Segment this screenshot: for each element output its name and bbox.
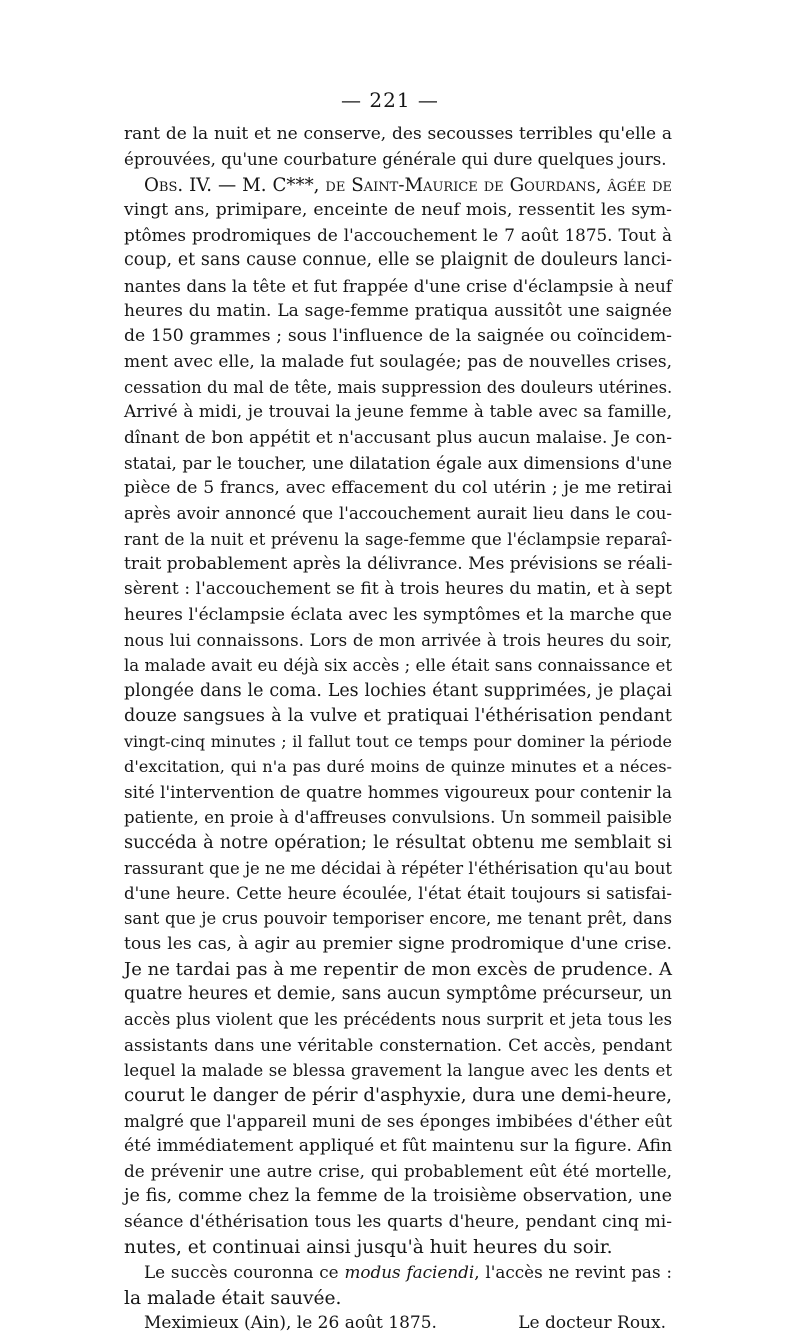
text-line: séance d'éthérisation tous les quarts d'heure, pendant cinq mi- — [124, 1211, 672, 1232]
text-line: pièce de 5 francs, avec effacement du col utérin ; je me retirai — [124, 478, 672, 499]
signature-line — [124, 1311, 672, 1336]
text-line: la malade était sauvée. — [124, 1287, 342, 1309]
place-date: Meximieux (Ain), le 26 août 1875. — [144, 1312, 437, 1333]
text-line: d'excitation, qui n'a pas duré moins de quinze minutes et a néces- — [124, 757, 672, 777]
text-line: sité l'intervention de quatre hommes vigoureux pour contenir la — [124, 781, 672, 802]
author-signature: Le docteur Roux. — [518, 1312, 666, 1333]
text-line: éprouvées, qu'une courbature générale qui dure quelques jours. — [124, 150, 667, 170]
text-line: succéda à notre opération; le résultat obtenu me semblait si — [124, 832, 672, 854]
text-line: trait probablement après la délivrance. Mes prévisions se réali- — [124, 554, 673, 575]
text-line: lequel la malade se blessa gravement la langue avec les dents et — [124, 1060, 672, 1080]
text-line: de 150 grammes ; sous l'influence de la saignée ou coïncidem- — [124, 326, 672, 347]
text-line: heures du matin. La sage-femme pratiqua aussitôt une saignée — [124, 301, 672, 322]
observation-heading-line — [124, 173, 672, 198]
text-line: ment avec elle, la malade fut soulagée; pas de nouvelles crises, — [124, 351, 672, 372]
text-line: courut le danger de périr d'asphyxie, dura une demi-heure, — [124, 1085, 672, 1107]
text-line: statai, par le toucher, une dilatation égale aux dimensions d'une — [124, 452, 672, 473]
text-line: nous lui connaissons. Lors de mon arrivée à trois heures du soir, — [124, 630, 672, 650]
text-line: nantes dans la tête et fut frappée d'une crise d'éclampsie à neuf — [124, 275, 672, 296]
text-line: été immédiatement appliqué et fût maintenu sur la figure. Afin — [124, 1135, 673, 1156]
text-line: heures l'éclampsie éclata avec les symptômes et la marche que — [124, 604, 672, 625]
page-number: — 221 — — [341, 88, 439, 112]
text-fragment: , l'accès ne revint pas : — [474, 1262, 673, 1283]
text-line: nutes, et continuai ainsi jusqu'à huit heures du soir. — [124, 1237, 613, 1259]
text-line: vingt-cinq minutes ; il fallut tout ce temps pour dominer la période — [124, 732, 672, 752]
text-line: plongée dans le coma. Les lochies étant supprimées, je plaçai — [124, 680, 672, 701]
text-line: patiente, en proie à d'affreuses convulsions. Un sommeil paisible — [124, 808, 672, 828]
text-line: douze sangsues à la vulve et pratiquai l'éthérisation pendant — [124, 705, 672, 726]
text-line: cessation du mal de tête, mais suppression des douleurs utérines. — [124, 377, 673, 397]
text-fragment: Le succès couronna ce — [144, 1262, 339, 1283]
text-line: Obs. IV. — M. C***, de Saint-Maurice de Gourdans, âgée de — [144, 174, 672, 196]
text-line: ptômes prodromiques de l'accouchement le 7 août 1875. Tout à — [124, 225, 672, 246]
text-line: de prévenir une autre crise, qui probablement eût été mortelle, — [124, 1161, 672, 1182]
text-line: rassurant que je ne me décidai à répéter l'éthérisation qu'au bout — [124, 858, 672, 878]
text-line: après avoir annoncé que l'accouchement aurait lieu dans le cou- — [124, 504, 672, 524]
text-line: la malade avait eu déjà six accès ; elle était sans connaissance et — [124, 656, 672, 676]
text-line: d'une heure. Cette heure écoulée, l'état était toujours si satisfai- — [124, 883, 672, 903]
text-line: vingt ans, primipare, enceinte de neuf mois, ressentit les sym- — [124, 199, 672, 220]
text-line: tous les cas, à agir au premier signe prodromique d'une crise. — [124, 933, 672, 954]
text-line: rant de la nuit et ne conserve, des secousses terribles qu'elle a — [124, 124, 672, 144]
text-line: accès plus violent que les précédents nous surprit et jeta tous les — [124, 1010, 672, 1030]
text-line: dînant de bon appétit et n'accusant plus aucun malaise. Je con- — [124, 427, 672, 448]
text-line: quatre heures et demie, sans aucun symptôme précurseur, un — [124, 984, 672, 1005]
text-line: assistants dans une véritable consternation. Cet accès, pendant — [124, 1034, 672, 1055]
text-line: Arrivé à midi, je trouvai la jeune femme à table avec sa famille, — [124, 402, 672, 423]
text-line: Je ne tardai pas à me repentir de mon excès de prudence. A — [124, 958, 672, 980]
text-line: sèrent : l'accouchement se fit à trois heures du matin, et à sept — [124, 579, 672, 600]
text-line: sant que je crus pouvoir temporiser encore, me tenant prêt, dans — [124, 909, 672, 929]
text-line: je fis, comme chez la femme de la troisième observation, une — [124, 1186, 672, 1207]
closing-line — [124, 1260, 672, 1285]
italic-phrase: modus faciendi — [344, 1262, 475, 1283]
body-text — [124, 122, 672, 1336]
text-line: coup, et sans cause connue, elle se plaignit de douleurs lanci- — [124, 250, 672, 271]
text-line: rant de la nuit et prévenu la sage-femme que l'éclampsie reparaî- — [124, 529, 672, 549]
text-line: malgré que l'appareil muni de ses éponges imbibées d'éther eût — [124, 1110, 672, 1131]
